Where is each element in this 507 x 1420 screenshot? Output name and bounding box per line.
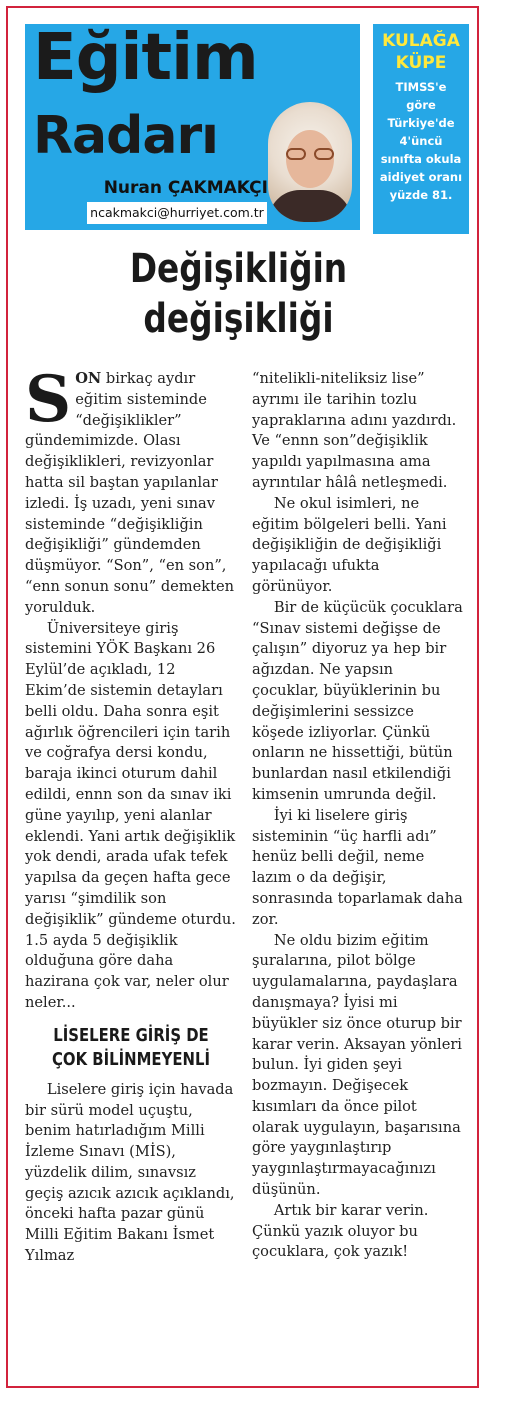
drop-cap: S xyxy=(25,362,72,437)
headline-line2: değişikliği xyxy=(143,296,334,342)
subhead-line1: LİSELERE GİRİŞ DE xyxy=(53,1025,209,1046)
article-headline xyxy=(43,244,434,344)
sidebar-title-line1: KULAĞA xyxy=(382,31,460,51)
column-title-line2: Radarı xyxy=(33,106,218,166)
paragraph-3: Liselere giriş için havada bir sürü model uçuştu, benim hatırladığım Milli İzleme Sınavı (MİS), yüzdelik dilim, sınavsız geçiş azıcık azıcık açıklandı, önceki hafta pazar günü Milli Eğitim Bakanı İsmet Yılmaz xyxy=(25,1080,235,1265)
paragraph-1 xyxy=(25,362,237,619)
sidebar-title xyxy=(373,30,469,74)
subhead-line2: ÇOK BİLİNMEYENLİ xyxy=(52,1049,210,1070)
paragraph-4: Ne okul isimleri, ne eğitim bölgeleri belli. Yani değişikliğin de değişikliği yapılacağı ufukta görünüyor. xyxy=(252,494,447,595)
sidebar-text: TIMSS'e göre Türkiye'de 4'üncü sınıfta okula aidiyet oranı yüzde 81. xyxy=(379,80,463,202)
glasses-icon xyxy=(286,148,334,160)
sidebar-title-line2: KÜPE xyxy=(395,53,447,73)
paragraph-7: Ne oldu bizim eğitim şuralarına, pilot bölge uygulamalarına, paydaşlara danışmaya? İyisi mi büyükler siz önce oturup bir karar verin. Aksayan yönleri bulun. İyi giden şeyi bozmayın. Değişecek kısımları da önce pilot olarak uygulayın, başarısına göre yaygınlaştırıp yaygınlaştırmayacağınızı düşünün. xyxy=(252,931,462,1199)
author-photo xyxy=(268,102,352,222)
article-column-right xyxy=(252,369,464,1263)
paragraph-5: Bir de küçücük çocuklara “Sınav sistemi değişse de çalışın” diyoruz ya hep bir ağızdan. Ne yapsın çocuklar, büyüklerinin bu değişimlerini sessizce köşede izliyorlar. Çünkü onların ne hissettiği, bütün bunlardan nasıl etkilendiği kimsenin umrunda değil. xyxy=(252,598,463,803)
paragraph-6: İyi ki liselere giriş sisteminin “üç harfli adı” henüz belli değil, neme lazım o da değişir, sonrasında toparlamak daha zor. xyxy=(252,806,463,928)
author-shoulders xyxy=(268,190,352,222)
author-email[interactable]: ncakmakci@hurriyet.com.tr xyxy=(87,202,267,224)
kulaga-kupe-box xyxy=(373,24,469,234)
author-name: Nuran ÇAKMAKÇI xyxy=(103,178,268,198)
column-masthead xyxy=(25,24,360,230)
paragraph-1-text: birkaç aydır eğitim sisteminde “değişiklikler” gündemimizde. Olası değişiklikleri, revizyonlar hatta sil baştan yapılanlar izledi. İş uzadı, yeni sınav sisteminde “değişikliğin değişikliği” gündemden düşmüyor. “Son”, “en son”, “enn sonun sonu” demekten yorulduk. xyxy=(25,370,235,616)
paragraph-3-continued: “nitelikli-niteliksiz lise” ayrımı ile tarihin tozlu yapraklarına adını yazdırdı. Ve “ennn son”değişiklik yapıldı yapılmasına ama ayrıntılar hâlâ netleşmedi. xyxy=(252,370,457,491)
column-title-line1: Eğitim xyxy=(33,24,258,95)
paragraph-8: Artık bir karar verin. Çünkü yazık oluyor bu çocuklara, çok yazık! xyxy=(252,1201,429,1261)
paragraph-2: Üniversiteye giriş sistemini YÖK Başkanı 26 Eylül’de açıkladı, 12 Ekim’de sistemin detayları belli oldu. Daha sonra eşit ağırlık öğrencileri için tarih ve coğrafya dersi kondu, baraja ikinci oturum dahil edildi, ennn son da sınav iki güne yayılıp, yeni alanlar eklendi. Yani artık değişiklik yok dendi, arada ufak tefek yapılsa da geçen hafta gece yarısı “şimdilik son değişiklik” gündeme oturdu. 1.5 ayda 5 değişiklik olduğuna göre daha hazirana çok var, neler olur neler... xyxy=(25,619,236,1011)
article-subhead xyxy=(41,1024,221,1072)
headline-line1: Değişikliğin xyxy=(129,246,348,292)
lead-word: ON xyxy=(75,370,102,387)
article-column-left xyxy=(25,362,237,1267)
